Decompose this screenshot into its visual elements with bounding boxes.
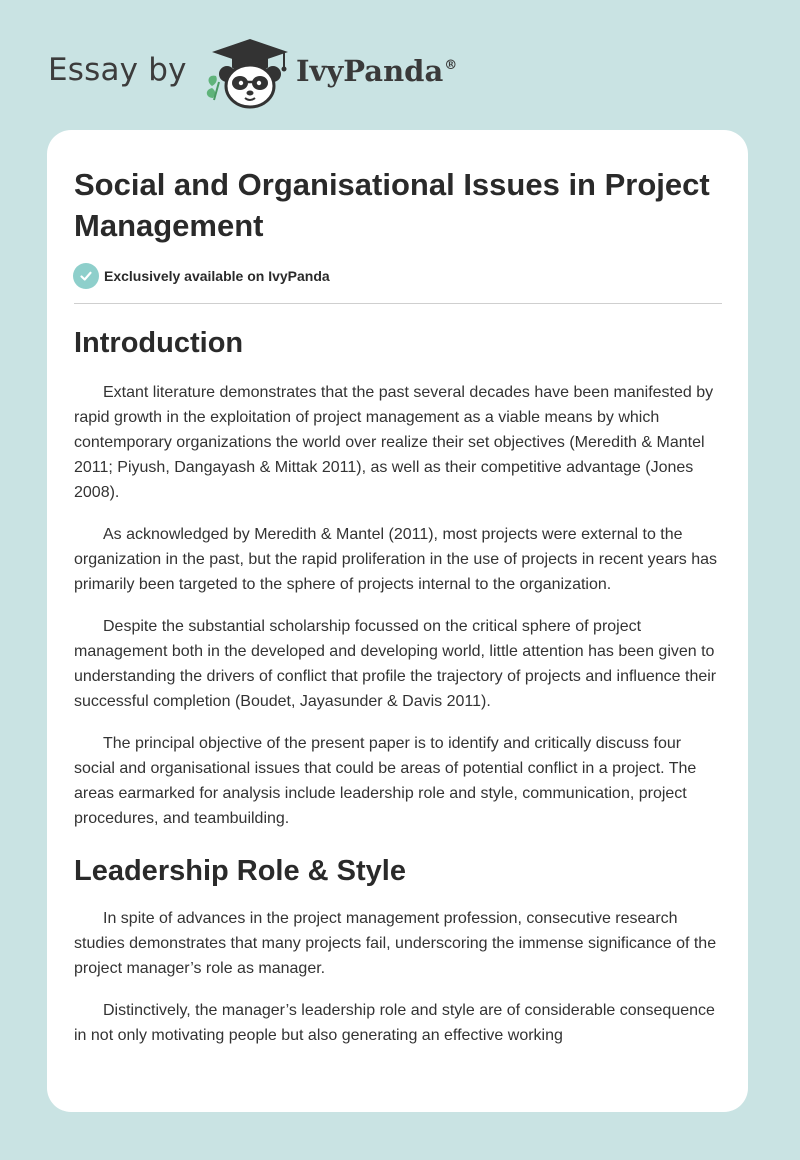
brand-name[interactable]: IvyPanda®: [296, 54, 458, 88]
exclusive-badge: [73, 263, 330, 289]
ivypanda-logo-icon[interactable]: [202, 36, 292, 110]
essay-card: [47, 130, 748, 1112]
title-divider: [74, 303, 722, 304]
check-icon: [73, 263, 99, 289]
paragraph: Extant literature demonstrates that the past several decades have been manifested by rapid growth in the exploitation of project management as a viable means by which contemporary organizations the world over realize their set objectives (Meredith & Mantel 2011; Piyush, Dangayash & Mittak 2011), as well as their competitive advantage (Jones 2008).: [74, 384, 714, 501]
paragraph: The principal objective of the present paper is to identify and critically discuss four social and organisational issues that could be areas of potential conflict in a project. The areas earmarked for analysis include leadership role and style, communication, project procedures, and teambuilding.: [74, 735, 697, 827]
essay-title: Social and Organisational Issues in Project Management: [74, 167, 710, 243]
badge-label: Exclusively available on IvyPanda: [104, 268, 330, 284]
essay-body: [74, 320, 724, 1065]
section-heading-introduction: Introduction: [74, 327, 244, 359]
site-header: [48, 36, 568, 110]
section-heading-leadership: Leadership Role & Style: [74, 855, 406, 887]
essay-by-label: Essay by: [48, 52, 187, 88]
paragraph: In spite of advances in the project management profession, consecutive research studies demonstrates that many projects fail, underscoring the immense significance of the project manager’s role as manager.: [74, 910, 717, 977]
paragraph: Despite the substantial scholarship focussed on the critical sphere of project management both in the developed and developing world, little attention has been given to understanding the drivers of conflict that profile the trajectory of projects and influence their successful completion (Boudet, Jayasunder & Davis 2011).: [74, 618, 717, 710]
registered-mark: ®: [444, 58, 458, 73]
paragraph: As acknowledged by Meredith & Mantel (2011), most projects were external to the organization in the past, but the rapid proliferation in the use of projects in recent years has primarily been targeted to the sphere of projects internal to the organization.: [74, 526, 718, 593]
paragraph: Distinctively, the manager’s leadership role and style are of considerable consequence in not only motivating people but also generating an effective working: [74, 1002, 715, 1044]
